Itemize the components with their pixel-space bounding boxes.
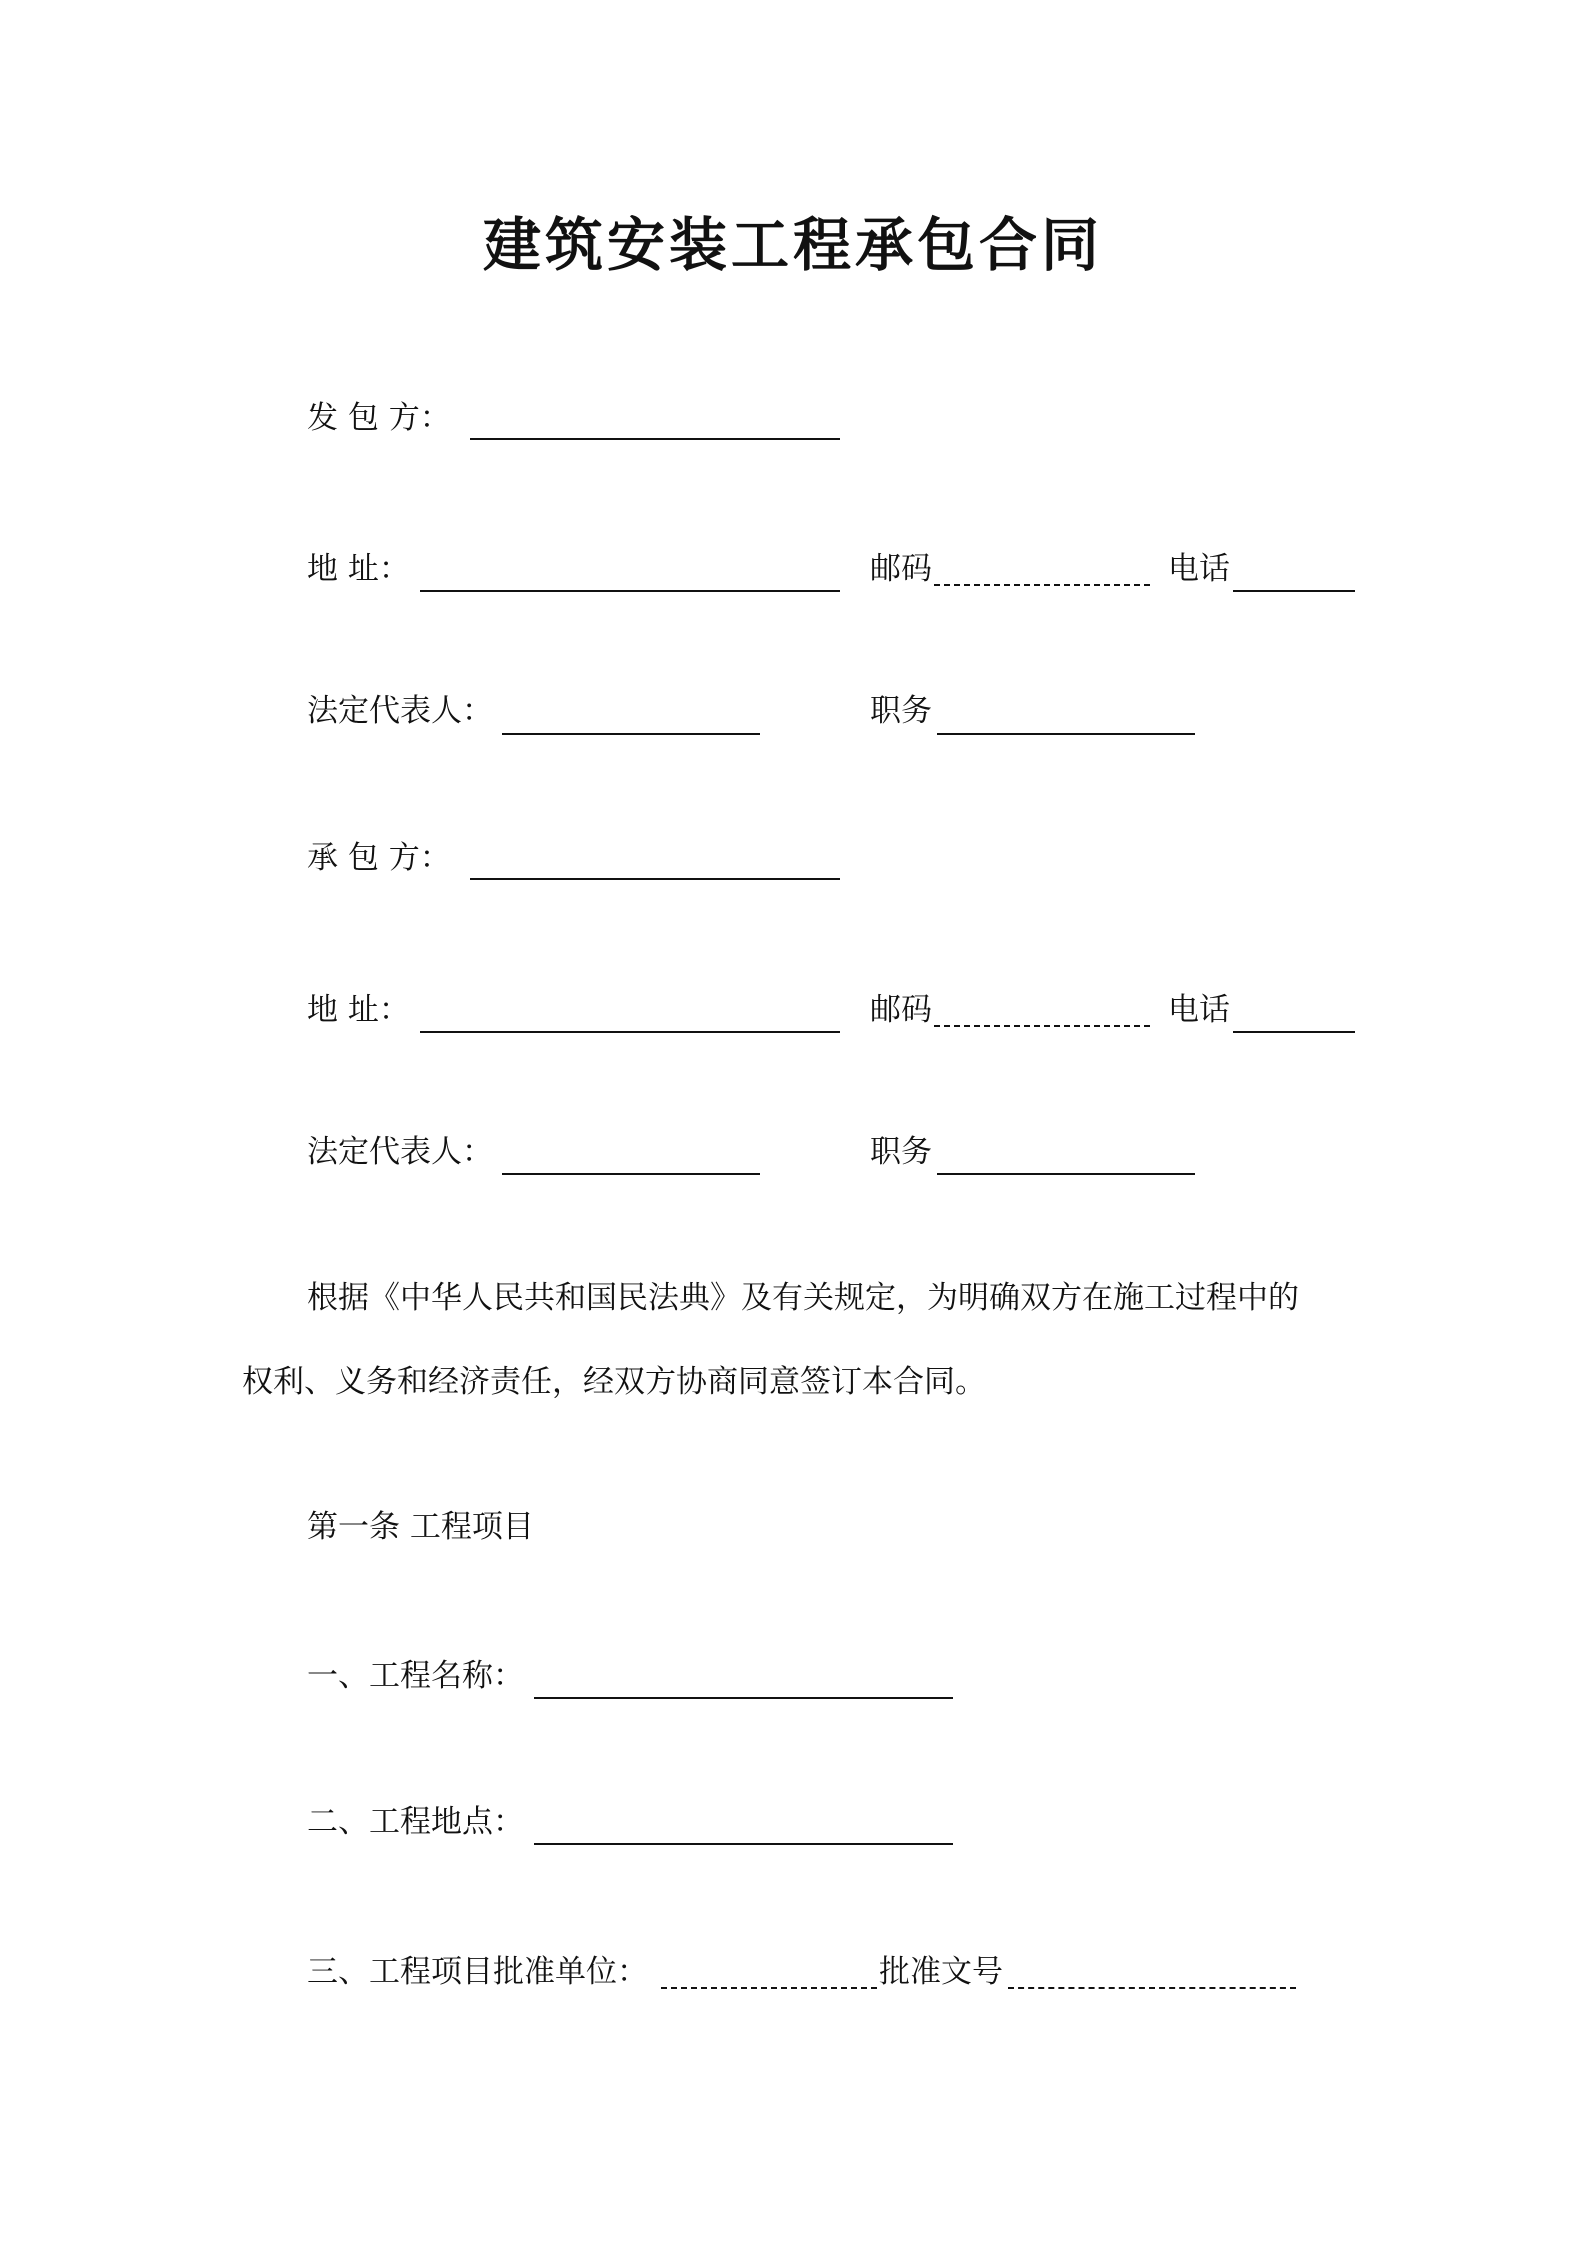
party-a-rep-label: 法定代表人： xyxy=(307,693,493,729)
party-a-name-field[interactable] xyxy=(470,438,840,440)
article-1-heading: 第一条 工程项目 xyxy=(307,1509,534,1545)
party-a-position-label: 职务 xyxy=(870,693,932,729)
party-a-address-field[interactable] xyxy=(420,590,840,592)
party-b-postcode-field[interactable] xyxy=(934,1025,1150,1027)
project-location-label: 二、工程地点： xyxy=(307,1804,524,1840)
party-b-phone-field[interactable] xyxy=(1233,1031,1355,1033)
approval-doc-label: 批准文号 xyxy=(879,1954,1003,1990)
party-b-postcode-label: 邮码 xyxy=(870,992,932,1028)
approval-unit-field[interactable] xyxy=(661,1987,877,1989)
party-a-postcode-label: 邮码 xyxy=(870,551,932,587)
party-b-name-field[interactable] xyxy=(470,878,840,880)
project-name-label: 一、工程名称： xyxy=(307,1658,524,1694)
preamble-line-2: 权利、义务和经济责任，经双方协商同意签订本合同。 xyxy=(242,1364,986,1400)
project-location-field[interactable] xyxy=(534,1843,953,1845)
approval-doc-field[interactable] xyxy=(1008,1987,1296,1989)
party-a-postcode-field[interactable] xyxy=(934,584,1150,586)
document-title: 建筑安装工程承包合同 xyxy=(482,211,1103,279)
party-a-label: 发 包 方： xyxy=(307,400,451,436)
party-a-phone-field[interactable] xyxy=(1233,590,1355,592)
party-b-phone-label: 电话 xyxy=(1168,992,1230,1028)
party-b-rep-label: 法定代表人： xyxy=(307,1134,493,1170)
approval-unit-label: 三、工程项目批准单位： xyxy=(307,1954,648,1990)
party-b-position-field[interactable] xyxy=(937,1173,1195,1175)
party-a-position-field[interactable] xyxy=(937,733,1195,735)
party-b-rep-field[interactable] xyxy=(502,1173,760,1175)
party-b-position-label: 职务 xyxy=(870,1134,932,1170)
party-b-address-label: 地 址： xyxy=(307,992,410,1028)
party-a-phone-label: 电话 xyxy=(1168,551,1230,587)
project-name-field[interactable] xyxy=(534,1697,953,1699)
party-b-label: 承 包 方： xyxy=(307,840,451,876)
preamble-line-1: 根据《中华人民共和国民法典》及有关规定，为明确双方在施工过程中的 xyxy=(307,1280,1299,1316)
party-a-rep-field[interactable] xyxy=(502,733,760,735)
party-a-address-label: 地 址： xyxy=(307,551,410,587)
party-b-address-field[interactable] xyxy=(420,1031,840,1033)
